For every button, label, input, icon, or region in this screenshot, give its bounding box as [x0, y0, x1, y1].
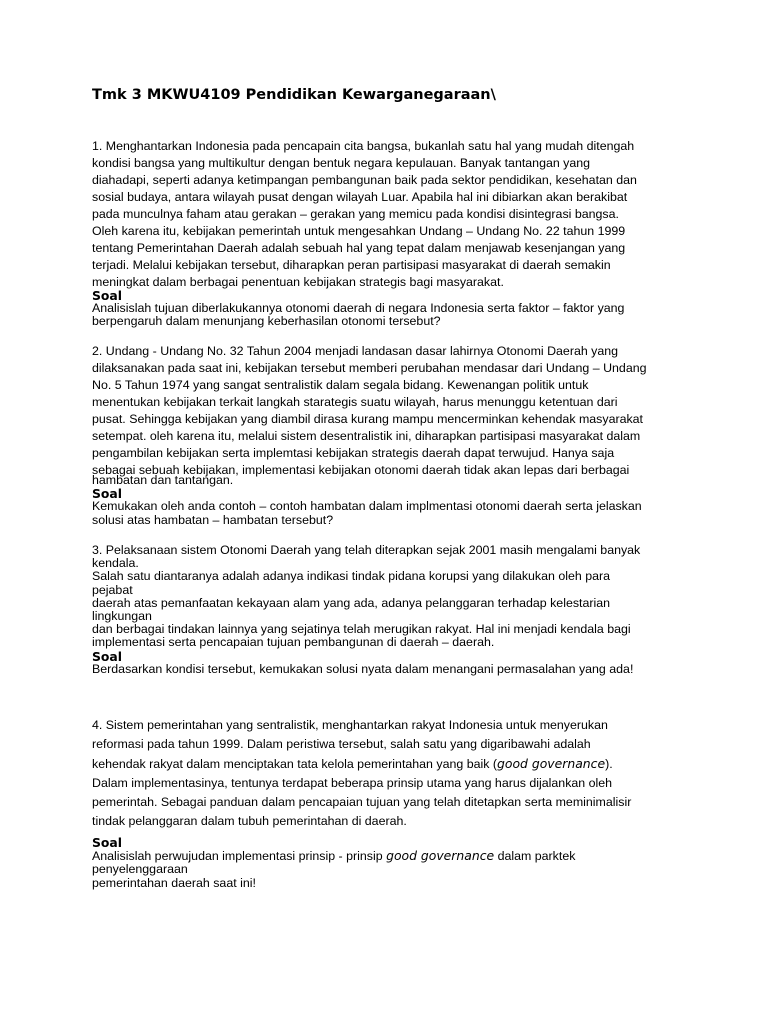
text-line: pada munculnya faham atau gerakan – gerakan yang memicu pada kondisi disintegrasi bangsa.: [92, 207, 619, 221]
text-line: berpengaruh dalam menunjang keberhasilan otonomi tersebut?: [92, 314, 441, 329]
text-line: tentang Pemerintahan Daerah adalah sebuah hal yang tepat dalam menjawab kesenjangan yang: [92, 241, 626, 255]
text-line: hambatan dan tantangan.: [92, 473, 234, 487]
text-line: dilaksanakan pada saat ini, kebijakan tersebut memberi perubahan mendasar dari Undang – Undang: [92, 361, 647, 375]
soal-heading: Soal: [92, 288, 123, 303]
text-line: tindak pelanggaran dalam tubuh pemerintahan di daerah.: [92, 814, 407, 828]
text-line: Salah satu diantaranya adalah adanya indikasi tindak pidana korupsi yang dilakukan oleh para: [92, 569, 611, 584]
soal-heading: Soal: [92, 835, 123, 850]
text-line: lingkungan: [92, 609, 152, 624]
good-governance-term: good governance: [497, 756, 606, 771]
text-line: Analisislah tujuan diberlakukannya otonomi daerah di negara Indonesia serta faktor – faktor yang: [92, 301, 625, 316]
text-line: pemerintahan daerah saat ini!: [92, 875, 256, 890]
text-line: [92, 755, 692, 773]
soal-heading: Soal: [92, 648, 123, 664]
text-run: ).: [605, 757, 613, 771]
text-line: Oleh karena itu, kebijakan pemerintah untuk mengesahkan Undang – Undang No. 22 tahun 1999: [92, 224, 626, 238]
question-1-prompt: [92, 289, 692, 329]
document-title: Tmk 3 MKWU4109 Pendidikan Kewarganegaraan\: [92, 87, 496, 103]
good-governance-term: good governance: [386, 848, 495, 864]
question-1-context: [92, 138, 692, 291]
text-line: meningkat dalam berbagai penentuan kebijakan strategis bagi masyarakat.: [92, 275, 504, 289]
text-line: No. 5 Tahun 1974 yang sangat sentralistik dalam segala bidang. Kewenangan politik untuk: [92, 378, 589, 392]
soal-heading: Soal: [92, 486, 123, 502]
text-line: pengambilan kebijakan serta implemtasi kebijakan strategis daerah dapat terwujud. Hanya saja: [92, 446, 615, 460]
text-line: terjadi. Melalui kebijakan tersebut, diharapkan peran partisipasi masyarakat di daerah semakin: [92, 258, 611, 272]
text-line: sosial budaya, antara wilayah pusat dengan wilayah Luar. Apabila hal ini dibiarkan akan berakibat: [92, 190, 628, 204]
text-line: sebagai sebuah kebijakan, implementasi kebijakan otonomi daerah tidak akan lepas dari berbagai: [92, 463, 630, 477]
text-run: kehendak rakyat dalam menciptakan tata kelola pemerintahan yang baik (: [92, 757, 498, 771]
text-run: Analisislah perwujudan implementasi prinsip - prinsip: [92, 849, 387, 864]
text-line: Berdasarkan kondisi tersebut, kemukakan solusi nyata dalam menangani permasalahan yang ada!: [92, 661, 634, 676]
text-line: pusat. Sehingga kebijakan yang diambil dirasa kurang mampu mencerminkan kehendak masyarakat: [92, 412, 644, 426]
text-line: implementasi serta pencapaian tujuan pembangunan di daerah – daerah.: [92, 635, 495, 650]
text-line: setempat. oleh karena itu, melalui sistem desentralistik ini, diharapkan partisipasi masyarakat dalam: [92, 429, 641, 443]
text-run: dalam parktek: [494, 849, 576, 864]
text-line: kondisi bangsa yang multikultur dengan bentuk negara kepulauan. Banyak tantangan yang: [92, 156, 591, 170]
text-line: kendala.: [92, 556, 139, 571]
text-line: [92, 849, 692, 863]
text-line: 4. Sistem pemerintahan yang sentralistik, menghantarkan rakyat Indonesia untuk menyerukan: [92, 718, 608, 732]
text-line: menentukan kebijakan terkait langkah starategis suatu wilayah, harus menunggu ketentuan dari: [92, 395, 618, 409]
text-line: pemerintah. Sebagai panduan dalam pencapaian tujuan yang telah ditetapkan serta meminimalisir: [92, 795, 632, 809]
text-line: pejabat: [92, 582, 133, 597]
text-line: diahadapi, seperti adanya ketimpangan pembangunan baik pada sektor pendidikan, kesehatan dan: [92, 173, 637, 187]
question-2-context: [92, 343, 692, 479]
text-line: reformasi pada tahun 1999. Dalam peristiwa tersebut, salah satu yang digaribawahi adalah: [92, 737, 591, 751]
text-line: Kemukakan oleh anda contoh – contoh hambatan dalam implmentasi otonomi daerah serta jelaskan: [92, 499, 642, 514]
text-line: 3. Pelaksanaan sistem Otonomi Daerah yang telah diterapkan sejak 2001 masih mengalami banyak: [92, 543, 641, 557]
text-line: penyelenggaraan: [92, 862, 188, 877]
text-line: Dalam implementasinya, tentunya terdapat beberapa prinsip utama yang harus dijalankan oleh: [92, 776, 613, 790]
text-line: 2. Undang - Undang No. 32 Tahun 2004 menjadi landasan dasar lahirnya Otonomi Daerah yang: [92, 344, 619, 358]
text-line: dan berbagai tindakan lainnya yang sejatinya telah merugikan rakyat. Hal ini menjadi kendala bagi: [92, 622, 631, 637]
text-line: daerah atas pemanfaatan kekayaan alam yang ada, adanya pelanggaran terhadap kelestarian: [92, 595, 611, 610]
text-line: 1. Menghantarkan Indonesia pada pencapain cita bangsa, bukanlah satu hal yang mudah ditengah: [92, 139, 635, 153]
question-4-prompt: [92, 836, 692, 890]
question-2-prompt: [92, 474, 692, 527]
question-3: [92, 544, 692, 676]
question-4-context: [92, 717, 692, 830]
text-line: solusi atas hambatan – hambatan tersebut?: [92, 512, 334, 527]
